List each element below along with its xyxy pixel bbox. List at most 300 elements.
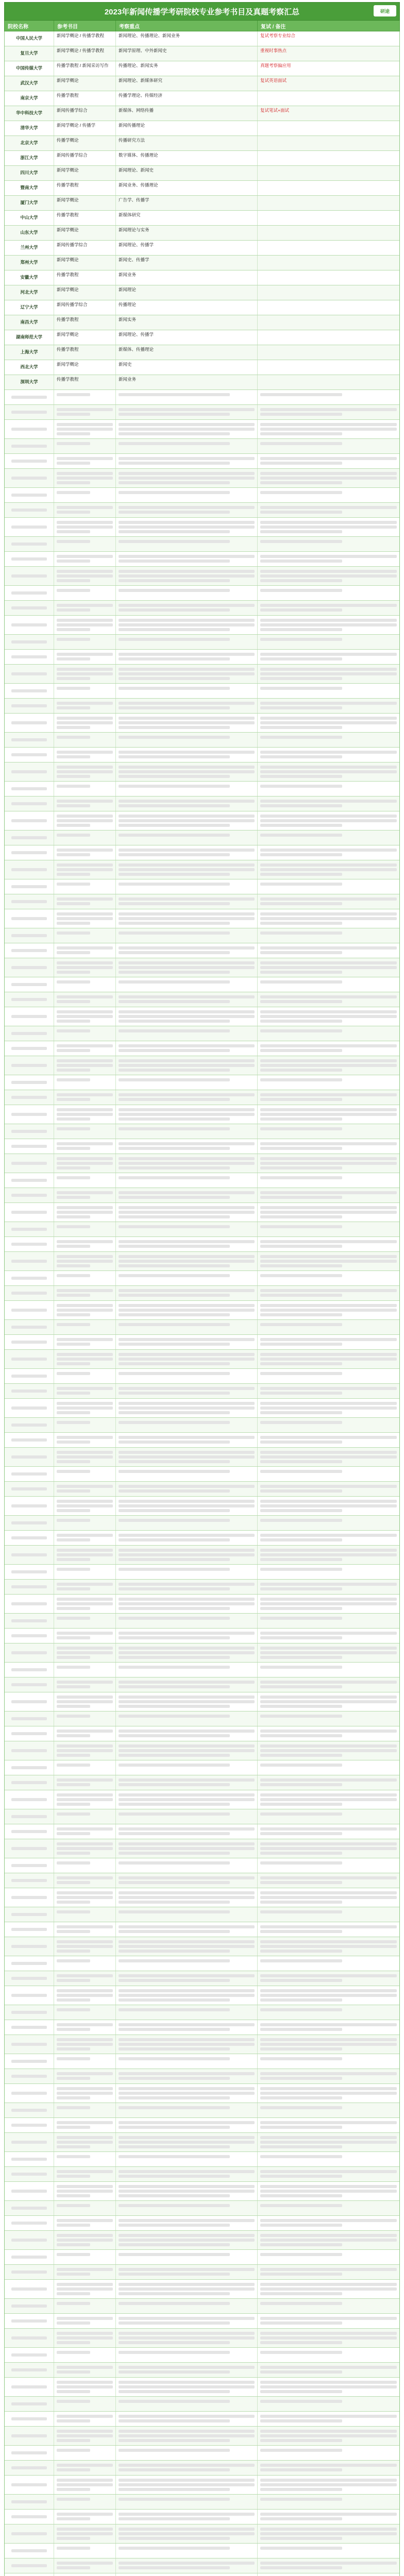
text-placeholder [119,413,230,416]
school-name: 复旦大学 [5,46,54,61]
remarks [258,552,399,566]
text-placeholder [260,1225,342,1228]
text-placeholder [260,2547,342,2550]
title-text: 2023年新闻传播学考研院校专业参考书目及真题考察汇总 [104,7,300,16]
text-placeholder [57,1372,90,1375]
text-placeholder [119,2283,255,2286]
text-placeholder [57,1304,113,1307]
text-placeholder [57,721,113,724]
text-placeholder [57,604,113,607]
remarks [258,2495,399,2509]
text-placeholder [57,1015,113,1018]
table-row [5,665,399,684]
text-placeholder [260,2175,342,2178]
text-placeholder [57,1778,113,1782]
reference-books [54,1937,116,1956]
table-row [5,1726,399,1741]
text-placeholder [119,1196,230,1199]
table-row [5,928,399,943]
reference-books [54,650,116,664]
text-placeholder [260,653,397,656]
text-placeholder [119,1519,230,1522]
text-placeholder [57,1504,113,1507]
remarks [258,2069,399,2083]
exam-focus [116,2299,258,2313]
text-placeholder [57,2072,113,2075]
text-placeholder [119,1127,230,1130]
remarks [258,616,399,634]
text-placeholder [119,966,255,969]
text-placeholder [119,726,230,729]
remarks: 复试笔试+面试 [260,108,289,113]
text-placeholder [260,1078,342,1081]
text-placeholder [57,1162,113,1165]
school-name [5,1663,54,1677]
text-placeholder [119,815,255,818]
text-placeholder [260,1117,342,1121]
reference-books [54,1971,116,1986]
text-placeholder [260,2415,397,2418]
exam-focus [116,2329,258,2347]
text-placeholder [57,2488,90,2491]
text-placeholder [260,432,342,435]
reference-books [54,1188,116,1202]
table-row [5,518,399,537]
exam-focus [116,879,258,894]
school-name [5,1222,54,1236]
text-placeholder [11,2239,47,2242]
school-name: 辽宁大学 [5,300,54,315]
text-placeholder [11,2043,47,2046]
table-row [5,1007,399,1026]
text-placeholder [11,1977,47,1980]
reference-books [54,2201,116,2215]
reference-books [54,2573,116,2576]
reference-books [54,1907,116,1922]
exam-focus [116,1075,258,1090]
text-placeholder [57,800,113,803]
text-placeholder [57,2185,113,2188]
table-row [5,811,399,831]
school-name [5,2020,54,2035]
school-name: 华中科技大学 [5,106,54,121]
text-placeholder [119,2141,255,2144]
text-placeholder [260,2370,342,2374]
text-placeholder [119,706,230,709]
text-placeholder [260,2243,342,2246]
text-placeholder [57,657,90,660]
exam-focus: 传播理论 [116,300,258,315]
text-placeholder [119,1979,230,1982]
text-placeholder [260,1998,342,2002]
text-placeholder [260,2317,397,2320]
reference-books [54,2118,116,2132]
table-row [5,699,399,714]
school-name [5,2524,54,2543]
text-placeholder [11,753,47,756]
remarks [258,1026,399,1041]
school-name: 南京大学 [5,91,54,106]
text-placeholder [119,1534,255,1537]
text-placeholder [260,1372,342,1375]
text-placeholder [57,1093,113,1096]
remarks [258,315,399,330]
remarks [258,1139,399,1154]
text-placeholder [260,1343,342,1346]
table-row [5,2524,399,2544]
text-placeholder [57,1696,113,1699]
text-placeholder [260,1994,397,1997]
school-name [5,2231,54,2249]
school-name [5,1041,54,1056]
text-placeholder [57,1338,113,1341]
text-placeholder [260,1162,397,1165]
table-row [5,1677,399,1692]
text-placeholder [57,2464,113,2467]
text-placeholder [57,2317,113,2320]
text-placeholder [260,1847,397,1850]
text-placeholder [260,2283,397,2286]
text-placeholder [119,2170,255,2173]
text-placeholder [260,1651,397,1654]
remarks [258,1497,399,1515]
text-placeholder [11,1032,47,1035]
text-placeholder [260,1504,397,1507]
school-name [5,2299,54,2313]
text-placeholder [260,2204,342,2207]
remarks [258,1546,399,1564]
remarks [258,1937,399,1956]
text-placeholder [119,2537,230,2540]
text-placeholder [57,393,90,396]
text-placeholder [260,1215,342,1218]
remarks [258,714,399,732]
text-placeholder [260,506,397,509]
text-placeholder [57,2283,113,2286]
text-placeholder [260,1925,397,1928]
text-placeholder [11,2532,47,2535]
exam-focus [116,2182,258,2200]
exam-focus [116,699,258,713]
text-placeholder [11,2124,47,2127]
text-placeholder [260,1451,397,1454]
exam-focus: 新闻史 [116,360,258,375]
text-placeholder [57,873,90,876]
text-placeholder [119,1715,230,1718]
reference-books [54,2265,116,2279]
remarks [258,601,399,615]
text-placeholder [260,1793,397,1797]
text-placeholder [119,393,230,396]
remarks [258,2250,399,2264]
exam-focus [116,2558,258,2573]
text-placeholder [57,2194,90,2197]
exam-focus [116,2397,258,2411]
text-placeholder [11,2402,47,2405]
table-row [5,1629,399,1643]
text-placeholder [260,980,342,984]
exam-focus [116,2495,258,2509]
column-header-school: 院校名称 [5,21,54,31]
exam-focus [116,1041,258,1056]
text-placeholder [119,1117,230,1121]
text-placeholder [57,1059,113,1062]
reference-books [54,1839,116,1858]
text-placeholder [11,460,47,463]
text-placeholder [260,2517,342,2520]
text-placeholder [119,2439,230,2442]
table-row [5,1531,399,1546]
remarks [258,1482,399,1496]
table-row [5,2035,399,2054]
remarks [258,1041,399,1056]
text-placeholder [260,1289,397,1292]
text-placeholder [11,2256,47,2259]
text-placeholder [119,1666,230,1669]
reference-books [54,616,116,634]
text-placeholder [57,770,113,773]
table-row [5,1203,399,1222]
exam-focus [116,1203,258,1222]
text-placeholder [119,800,255,803]
text-placeholder [119,1798,255,1801]
text-placeholder [119,2390,230,2393]
text-placeholder [119,1538,230,1541]
reference-books: 新闻学概论 [54,76,116,91]
text-placeholder [57,1989,113,1992]
text-placeholder [119,1896,255,1899]
text-placeholder [119,1059,255,1062]
remarks [258,226,399,240]
remarks [258,2005,399,2020]
reference-books [54,1090,116,1105]
text-placeholder [57,1553,113,1556]
school-name [5,1775,54,1790]
text-placeholder [119,2532,255,2535]
reference-books [54,733,116,747]
table-row [5,1565,399,1580]
table-row [5,1335,399,1350]
school-name: 厦门大学 [5,196,54,210]
text-placeholder [260,657,342,660]
table-row [5,1448,399,1467]
text-placeholder [57,1783,90,1786]
text-placeholder [57,1587,90,1590]
reference-books [54,879,116,894]
table-row [5,270,399,285]
text-placeholder [260,1832,342,1835]
text-placeholder [119,2136,255,2139]
text-placeholder [260,2047,342,2050]
text-placeholder [119,2126,230,2129]
text-placeholder [260,530,342,533]
text-placeholder [57,1930,90,1933]
text-placeholder [260,2239,397,2242]
exam-focus [116,2510,258,2524]
table-row [5,958,399,977]
text-placeholder [260,1583,397,1586]
text-placeholder [119,1064,255,1067]
reference-books [54,1741,116,1760]
text-placeholder [119,1078,230,1081]
exam-focus: 新闻业务、传播理论 [116,181,258,195]
reference-books [54,665,116,683]
text-placeholder [57,1568,90,1571]
text-placeholder [260,1700,397,1703]
table-row [5,285,399,300]
exam-focus [116,537,258,551]
school-name [5,2314,54,2328]
reference-books [54,1203,116,1222]
exam-focus [116,1565,258,1579]
school-name [5,977,54,992]
remarks [258,928,399,943]
school-name [5,1760,54,1775]
reference-books [54,1663,116,1677]
reference-books [54,439,116,453]
text-placeholder [119,2155,230,2158]
text-placeholder [57,1313,90,1316]
schools-table [4,31,400,2576]
text-placeholder [119,1651,255,1654]
text-placeholder [260,1406,397,1410]
text-placeholder [119,717,255,720]
text-placeholder [260,1127,342,1130]
exam-focus [116,567,258,585]
table-row [5,1252,399,1271]
remarks [258,2182,399,2200]
exam-focus [116,1726,258,1741]
reference-books [54,2231,116,2249]
text-placeholder [260,423,397,426]
reference-books [54,2054,116,2069]
reference-books [54,796,116,811]
reference-books [54,2069,116,2083]
text-placeholder [11,1064,47,1067]
reference-books [54,2461,116,2475]
exam-focus [116,1139,258,1154]
school-name [5,894,54,909]
text-placeholder [57,2332,113,2335]
text-placeholder [260,1206,397,1209]
remarks [258,1839,399,1858]
remarks [258,420,399,438]
text-placeholder [119,442,230,445]
school-name [5,1497,54,1515]
text-placeholder [260,1245,342,1248]
text-placeholder [260,1093,397,1096]
school-name [5,2329,54,2347]
remarks [258,1711,399,1726]
remarks [258,1971,399,1986]
text-placeholder [260,1974,397,1977]
table-row [5,860,399,879]
reference-books [54,1301,116,1319]
reference-books [54,2378,116,2396]
text-placeholder [119,2547,230,2550]
text-placeholder [119,1470,230,1473]
reference-books [54,684,116,698]
table-row [5,2005,399,2020]
text-placeholder [260,1059,397,1062]
text-placeholder [260,736,342,739]
school-name [5,2397,54,2411]
text-placeholder [11,2190,47,2193]
text-placeholder [57,2126,90,2129]
text-placeholder [11,1602,47,1605]
remarks [258,1237,399,1251]
text-placeholder [119,432,230,435]
text-placeholder [119,2464,255,2467]
remarks [258,1614,399,1628]
text-placeholder [11,868,47,871]
remarks [258,166,399,180]
text-placeholder [119,1783,230,1786]
reference-books [54,699,116,713]
text-placeholder [260,2087,397,2090]
reference-books [54,1433,116,1447]
exam-focus [116,2378,258,2396]
text-placeholder [11,1406,47,1410]
reference-books: 传播学教程 [54,91,116,106]
text-placeholder [119,770,255,773]
remarks [258,2314,399,2328]
exam-focus [116,1237,258,1251]
exam-focus [116,1614,258,1628]
text-placeholder [260,1240,397,1243]
school-name [5,748,54,762]
text-placeholder [57,413,90,416]
text-placeholder [260,687,342,690]
exam-focus [116,1971,258,1986]
text-placeholder [11,2336,47,2340]
text-placeholder [260,1166,342,1170]
text-placeholder [57,1264,90,1267]
remarks [258,699,399,713]
school-name [5,2103,54,2117]
text-placeholder [57,2121,113,2124]
table-row [5,2495,399,2510]
remarks [258,1790,399,1809]
text-placeholder [119,1147,230,1150]
table-row [5,796,399,811]
text-placeholder [119,2517,230,2520]
remarks [258,439,399,453]
table-row [5,909,399,928]
table-row [5,2152,399,2167]
text-placeholder [57,2434,113,2437]
table-row [5,1775,399,1790]
text-placeholder [260,1108,397,1111]
text-placeholder [119,775,230,778]
exam-focus [116,1775,258,1790]
text-placeholder [260,897,397,901]
exam-focus [116,2314,258,2328]
text-placeholder [119,1876,255,1879]
exam-focus [116,2446,258,2460]
text-placeholder [119,511,230,514]
reference-books [54,635,116,649]
text-placeholder [57,1078,90,1081]
text-placeholder [57,540,90,543]
school-name [5,1873,54,1888]
text-placeholder [119,1930,230,1933]
text-placeholder [57,1500,113,1503]
remarks: 重视时事热点 [260,48,287,53]
reference-books [54,1643,116,1662]
remarks [258,1726,399,1741]
text-placeholder [57,1402,113,1405]
